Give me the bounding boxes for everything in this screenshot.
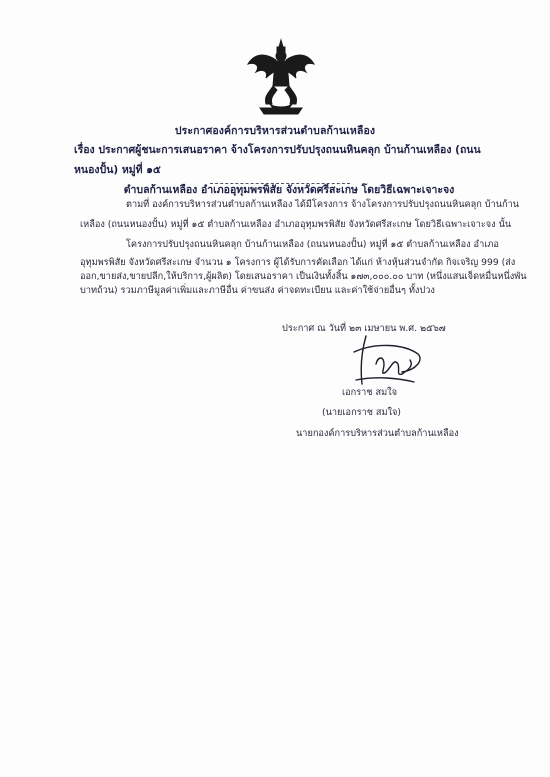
heading-divider [210, 183, 350, 184]
garuda-emblem-icon [246, 38, 316, 118]
signer-name: เอกราช สมใจ [342, 387, 398, 398]
paragraph-1-line-2: เหลือง (ถนนหนองปั้น) หมู่ที่ ๑๕ ตำบลก้านเหลือง อำเภออุทุมพรพิสัย จังหวัดศรีสะเกษ โดยวิธีเฉพาะเจาะจง นั้น [80, 219, 512, 230]
paragraph-2-line-3: ออก,ขายส่ง,ขายปลีก,ให้บริการ,ผู้ผลิต) โดยเสนอราคา เป็นเงินทั้งสิ้น ๑๗๓,๐๐๐.๐๐ บาท (หนึ่งแสนเจ็ดหมื่นหนึ่งพัน [80, 271, 527, 282]
document-subject [74, 140, 504, 200]
signer-position: นายกองค์การบริหารส่วนตำบลก้านเหลือง [296, 428, 459, 439]
paragraph-1-line-1: ตามที่ องค์การบริหารส่วนตำบลก้านเหลือง ได้มีโครงการ จ้างโครงการปรับปรุงถนนหินคลุก บ้านก้าน [126, 199, 520, 210]
announcement-date: ประกาศ ณ วันที่ ๒๓ เมษายน พ.ศ. ๒๕๖๗ [282, 323, 446, 334]
paragraph-2-line-2: อุทุมพรพิสัย จังหวัดศรีสะเกษ จำนวน ๑ โครงการ ผู้ได้รับการคัดเลือก ได้แก่ ห้างหุ้นส่วนจำกัด กิจเจริญ 999 (ส่ง [80, 257, 516, 268]
signer-full-name: (นายเอกราช สมใจ) [322, 407, 401, 418]
document-heading: ประกาศองค์การบริหารส่วนตำบลก้านเหลือง [174, 125, 376, 137]
subject-line-1: เรื่อง ประกาศผู้ชนะการเสนอราคา จ้างโครงการปรับปรุงถนนหินคลุก บ้านก้านเหลือง (ถนนหนองปั้น) หมู่ที่ ๑๕ [74, 144, 481, 176]
paragraph-2-line-4: บาทถ้วน) รวมภาษีมูลค่าเพิ่มและภาษีอื่น ค่าขนส่ง ค่าจดทะเบียน และค่าใช้จ่ายอื่นๆ ทั้งปวง [80, 285, 435, 296]
subject-line-2: ตำบลก้านเหลือง อำเภออุทุมพรพิสัย จังหวัดศรีสะเกษ โดยวิธีเฉพาะเจาะจง [123, 184, 455, 196]
handwritten-signature [336, 330, 436, 392]
paragraph-2-line-1: โครงการปรับปรุงถนนหินคลุก บ้านก้านเหลือง (ถนนหนองปั้น) หมู่ที่ ๑๕ ตำบลก้านเหลือง อำเภอ [126, 239, 499, 250]
